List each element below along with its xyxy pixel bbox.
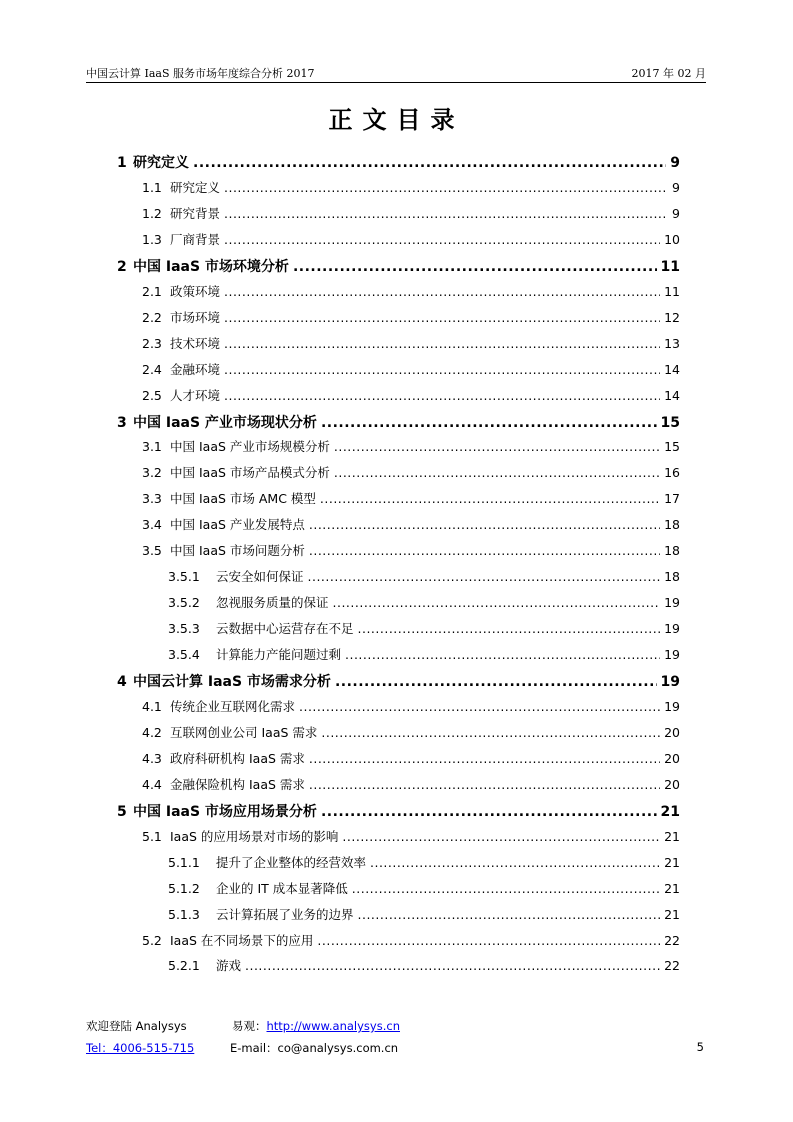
toc-entry-page: 20 [664, 776, 680, 792]
toc-leader-dots [320, 491, 660, 506]
toc-entry-label: 忽视服务质量的保证 [216, 595, 329, 611]
toc-entry-page: 22 [664, 958, 680, 974]
toc-leader-dots [352, 881, 660, 896]
toc-entry-label: 云数据中心运营存在不足 [216, 621, 354, 637]
toc-entry-page: 15 [664, 439, 680, 455]
toc-leader-dots [245, 958, 660, 973]
toc-entry-label: 中国 IaaS 产业市场规模分析 [170, 439, 330, 455]
toc-entry-2-2[interactable] [142, 308, 680, 326]
toc-entry-number: 5.2.1 [168, 958, 200, 974]
toc-entry-number: 5.1.3 [168, 906, 200, 922]
page-footer [86, 1016, 706, 1061]
toc-entry-label: 厂商背景 [170, 231, 221, 247]
header-date: 2017 年 02 月 [631, 67, 706, 80]
header-report-title: 中国云计算 IaaS 服务市场年度综合分析 2017 [86, 67, 315, 80]
toc-entry-label: 游戏 [216, 958, 242, 974]
toc-entry-label: 研究定义 [133, 155, 189, 171]
toc-entry-3[interactable] [117, 412, 680, 432]
toc-entry-1-3[interactable] [142, 230, 680, 248]
toc-entry-page: 19 [664, 595, 680, 611]
toc-entry-label: 互联网创业公司 IaaS 需求 [170, 724, 318, 740]
toc-leader-dots [224, 180, 668, 195]
toc-entry-page: 19 [664, 621, 680, 637]
toc-entry-page: 19 [664, 647, 680, 663]
toc-entry-label: IaaS 在不同场景下的应用 [170, 932, 314, 948]
toc-leader-dots [321, 804, 657, 820]
toc-entry-number: 3.2 [142, 465, 162, 481]
toc-leader-dots [342, 829, 660, 844]
footer-site-link[interactable]: http://www.analysys.cn [266, 1019, 400, 1033]
toc-entry-5-1-1[interactable] [168, 853, 680, 871]
toc-entry-page: 9 [672, 179, 680, 195]
toc-leader-dots [224, 388, 660, 403]
toc-entry-2-3[interactable] [142, 334, 680, 352]
footer-email: E-mail：co@analysys.com.cn [230, 1041, 399, 1055]
toc-entry-4-3[interactable] [142, 749, 680, 767]
footer-site [232, 1018, 400, 1034]
toc-entry-label: 传统企业互联网化需求 [170, 698, 296, 714]
toc-entry-3-5-3[interactable] [168, 619, 680, 637]
page-title: 正文目录 [328, 106, 465, 134]
toc-entry-page: 11 [664, 283, 680, 299]
toc-entry-page: 14 [664, 361, 680, 377]
toc-entry-5-1[interactable] [142, 827, 680, 845]
toc-entry-3-1[interactable] [142, 437, 680, 455]
toc-entry-page: 15 [660, 414, 680, 431]
toc-entry-label: 市场环境 [170, 309, 221, 325]
toc-leader-dots [224, 310, 660, 325]
toc-entry-number: 3.5.4 [168, 647, 200, 663]
toc-leader-dots [321, 725, 660, 740]
toc-leader-dots [224, 336, 660, 351]
toc-entry-number: 3.5.3 [168, 621, 200, 637]
toc-entry-number: 4.4 [142, 776, 162, 792]
toc-entry-number: 2.2 [142, 309, 162, 325]
toc-entry-3-2[interactable] [142, 463, 680, 481]
toc-entry-number: 1.3 [142, 231, 162, 247]
toc-entry-page: 10 [664, 231, 680, 247]
toc-leader-dots [224, 284, 660, 299]
toc-entry-2-1[interactable] [142, 282, 680, 300]
toc-entry-3-4[interactable] [142, 515, 680, 533]
toc-entry-5[interactable] [117, 801, 680, 821]
toc-leader-dots [309, 517, 660, 532]
toc-leader-dots [358, 621, 661, 636]
toc-entry-number: 3 [117, 414, 127, 431]
toc-entry-number: 4 [117, 674, 127, 690]
toc-leader-dots [317, 933, 660, 948]
toc-entry-number: 5.1.2 [168, 880, 200, 896]
toc-entry-page: 18 [664, 569, 680, 585]
toc-entry-label: 研究背景 [170, 205, 221, 221]
toc-entry-label: 云计算拓展了业务的边界 [216, 906, 354, 922]
toc-entry-number: 3.5 [142, 543, 162, 559]
footer-site-label: 易观： [232, 1019, 267, 1033]
toc-entry-label: 金融环境 [170, 361, 221, 377]
toc-entry-label: 中国 IaaS 产业发展特点 [170, 517, 305, 533]
toc-entry-label: 云安全如何保证 [216, 569, 304, 585]
toc-leader-dots [334, 439, 660, 454]
toc-entry-page: 11 [660, 258, 680, 275]
toc-entry-label: 政府科研机构 IaaS 需求 [170, 750, 305, 766]
toc-entry-number: 2.1 [142, 283, 162, 299]
toc-entry-label: 金融保险机构 IaaS 需求 [170, 776, 305, 792]
toc-entry-page: 22 [664, 932, 680, 948]
toc-entry-4-2[interactable] [142, 723, 680, 741]
toc-entry-page: 21 [660, 803, 680, 820]
toc-leader-dots [293, 259, 657, 275]
toc-entry-5-2[interactable] [142, 931, 680, 949]
toc-entry-number: 2.3 [142, 335, 162, 351]
toc-leader-dots [345, 647, 660, 662]
toc-entry-label: 研究定义 [170, 179, 221, 195]
toc-entry-number: 5.1.1 [168, 854, 200, 870]
toc-entry-number: 3.5.2 [168, 595, 200, 611]
toc-entry-1-1[interactable] [142, 178, 680, 196]
toc-entry-label: 中国云计算 IaaS 市场需求分析 [133, 674, 331, 690]
toc-entry-label: 人才环境 [170, 387, 221, 403]
toc-leader-dots [224, 362, 660, 377]
toc-entry-page: 19 [660, 674, 680, 690]
toc-entry-page: 20 [664, 724, 680, 740]
toc-entry-3-5[interactable] [142, 541, 680, 559]
toc-entry-page: 18 [664, 517, 680, 533]
toc-entry-label: 企业的 IT 成本显著降低 [216, 880, 348, 896]
toc-entry-1-2[interactable] [142, 204, 680, 222]
toc-entry-number: 4.3 [142, 750, 162, 766]
toc-entry-number: 4.1 [142, 698, 162, 714]
toc-leader-dots [334, 465, 660, 480]
toc-leader-dots [358, 907, 661, 922]
page-number: 5 [696, 1040, 704, 1054]
toc-leader-dots [224, 232, 660, 247]
toc-leader-dots [299, 699, 660, 714]
toc-entry-3-3[interactable] [142, 489, 680, 507]
toc-entry-page: 14 [664, 387, 680, 403]
toc-entry-5-1-3[interactable] [168, 905, 680, 923]
toc-leader-dots [308, 569, 661, 584]
toc-entry-label: IaaS 的应用场景对市场的影响 [170, 828, 339, 844]
toc-entry-page: 21 [664, 828, 680, 844]
toc-entry-number: 2.4 [142, 361, 162, 377]
toc-entry-4[interactable] [117, 671, 680, 691]
toc-entry-2-4[interactable] [142, 360, 680, 378]
toc-entry-label: 中国 IaaS 市场应用场景分析 [133, 803, 317, 820]
toc-entry-number: 3.1 [142, 439, 162, 455]
toc-entry-number: 1 [117, 155, 127, 171]
toc-entry-1[interactable] [117, 152, 680, 172]
toc-leader-dots [224, 206, 668, 221]
toc-entry-number: 2.5 [142, 387, 162, 403]
toc-entry-number: 1.2 [142, 205, 162, 221]
toc-leader-dots [309, 543, 660, 558]
toc-leader-dots [309, 777, 660, 792]
toc-entry-page: 19 [664, 698, 680, 714]
toc-entry-label: 技术环境 [170, 335, 221, 351]
toc-entry-4-4[interactable] [142, 775, 680, 793]
toc-entry-2[interactable] [117, 256, 680, 276]
toc-entry-label: 中国 IaaS 产业市场现状分析 [133, 414, 317, 431]
toc-entry-page: 9 [672, 205, 680, 221]
toc-entry-page: 21 [664, 880, 680, 896]
toc-entry-3-5-2[interactable] [168, 593, 680, 611]
toc-entry-4-1[interactable] [142, 697, 680, 715]
toc-entry-number: 5.1 [142, 828, 162, 844]
toc-entry-label: 中国 IaaS 市场产品模式分析 [170, 465, 330, 481]
toc-entry-page: 21 [664, 854, 680, 870]
footer-tel-link[interactable]: Tel：4006-515-715 [86, 1041, 195, 1055]
toc-entry-number: 1.1 [142, 179, 162, 195]
toc-entry-page: 16 [664, 465, 680, 481]
toc-leader-dots [370, 855, 660, 870]
toc-entry-3-5-4[interactable] [168, 645, 680, 663]
toc-entry-2-5[interactable] [142, 386, 680, 404]
toc-entry-number: 3.3 [142, 491, 162, 507]
toc-entry-page: 9 [670, 155, 680, 171]
toc-entry-number: 2 [117, 258, 127, 275]
toc-entry-number: 3.5.1 [168, 569, 200, 585]
toc-entry-page: 20 [664, 750, 680, 766]
toc-entry-label: 政策环境 [170, 283, 221, 299]
toc-leader-dots [309, 751, 660, 766]
toc-entry-5-2-1[interactable] [168, 956, 680, 974]
toc-entry-page: 17 [664, 491, 680, 507]
toc-entry-page: 21 [664, 906, 680, 922]
toc-entry-page: 13 [664, 335, 680, 351]
toc-entry-label: 提升了企业整体的经营效率 [216, 854, 367, 870]
toc-entry-number: 4.2 [142, 724, 162, 740]
toc-entry-label: 中国 IaaS 市场问题分析 [170, 543, 305, 559]
toc-leader-dots [333, 595, 661, 610]
toc-entry-label: 中国 IaaS 市场 AMC 模型 [170, 491, 316, 507]
toc-entry-page: 18 [664, 543, 680, 559]
toc-leader-dots [335, 674, 657, 690]
toc-entry-page: 12 [664, 309, 680, 325]
footer-welcome: 欢迎登陆 Analysys [86, 1019, 187, 1033]
toc-entry-label: 计算能力产能问题过剩 [216, 647, 342, 663]
toc-entry-3-5-1[interactable] [168, 567, 680, 585]
toc-leader-dots [193, 155, 666, 171]
toc-entry-number: 5 [117, 803, 127, 820]
toc-entry-label: 中国 IaaS 市场环境分析 [133, 258, 289, 275]
toc-leader-dots [321, 415, 657, 431]
toc-entry-number: 5.2 [142, 932, 162, 948]
toc-entry-number: 3.4 [142, 517, 162, 533]
toc-entry-5-1-2[interactable] [168, 879, 680, 897]
